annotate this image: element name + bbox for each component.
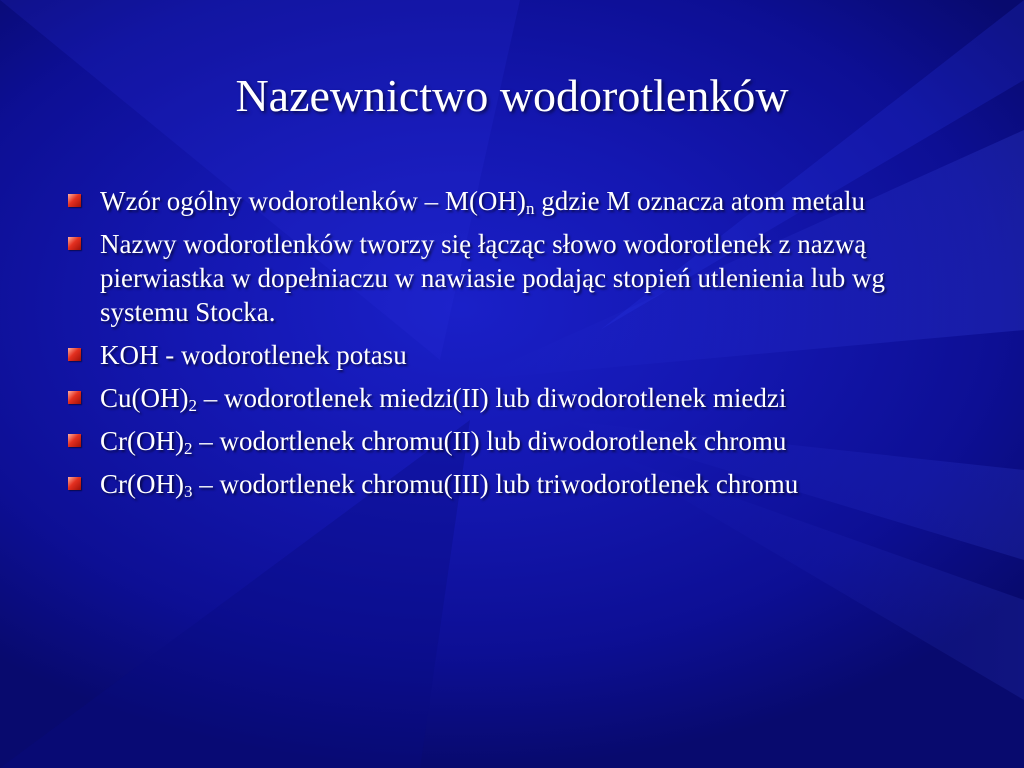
bullet-text-cont: gdzie M oznacza atom metalu [534,186,866,216]
bullet-square-icon [68,434,81,447]
subscript: n [525,199,535,218]
bullet-square-icon [68,194,81,207]
subscript: 2 [188,396,197,415]
bullet-square-icon [68,237,81,250]
bullet-text: Cr(OH) [100,469,184,499]
bullet-text: Cr(OH) [100,426,184,456]
subscript: 3 [183,482,193,501]
bullet-text-cont: – wodortlenek chromu(III) lub triwodorotlenek chromu [192,469,799,499]
bullet-text: Nazwy wodorotlenków tworzy się łącząc słowo wodorotlenek z nazwą pierwiastka w dopełniaczu w nawiasie podając stopień utlenienia lub wg systemu Stocka. [100,229,886,327]
bullet-item-cr-oh-2 [64,424,964,458]
subscript: 2 [183,439,193,458]
bullet-square-icon [68,391,81,404]
slide-title: Nazewnictwo wodorotlenków [235,70,789,121]
bullet-text-cont: – wodorotlenek miedzi(II) lub diwodorotlenek miedzi [197,383,787,413]
bullet-text: Wzór ogólny wodorotlenków – M(OH) [100,186,526,216]
bullet-text: Cu(OH) [100,383,189,413]
bullet-text: KOH - wodorotlenek potasu [100,340,407,370]
bullet-list [64,184,964,510]
bullet-item-general-formula [64,184,964,218]
bullet-text-cont: – wodortlenek chromu(II) lub diwodorotlenek chromu [192,426,787,456]
bullet-item-cr-oh-3 [64,467,964,501]
bullet-item-cu-oh-2 [64,381,964,415]
bullet-item-koh [64,338,964,372]
bullet-item-naming-rule [64,227,964,329]
bullet-square-icon [68,348,81,361]
bullet-square-icon [68,477,81,490]
